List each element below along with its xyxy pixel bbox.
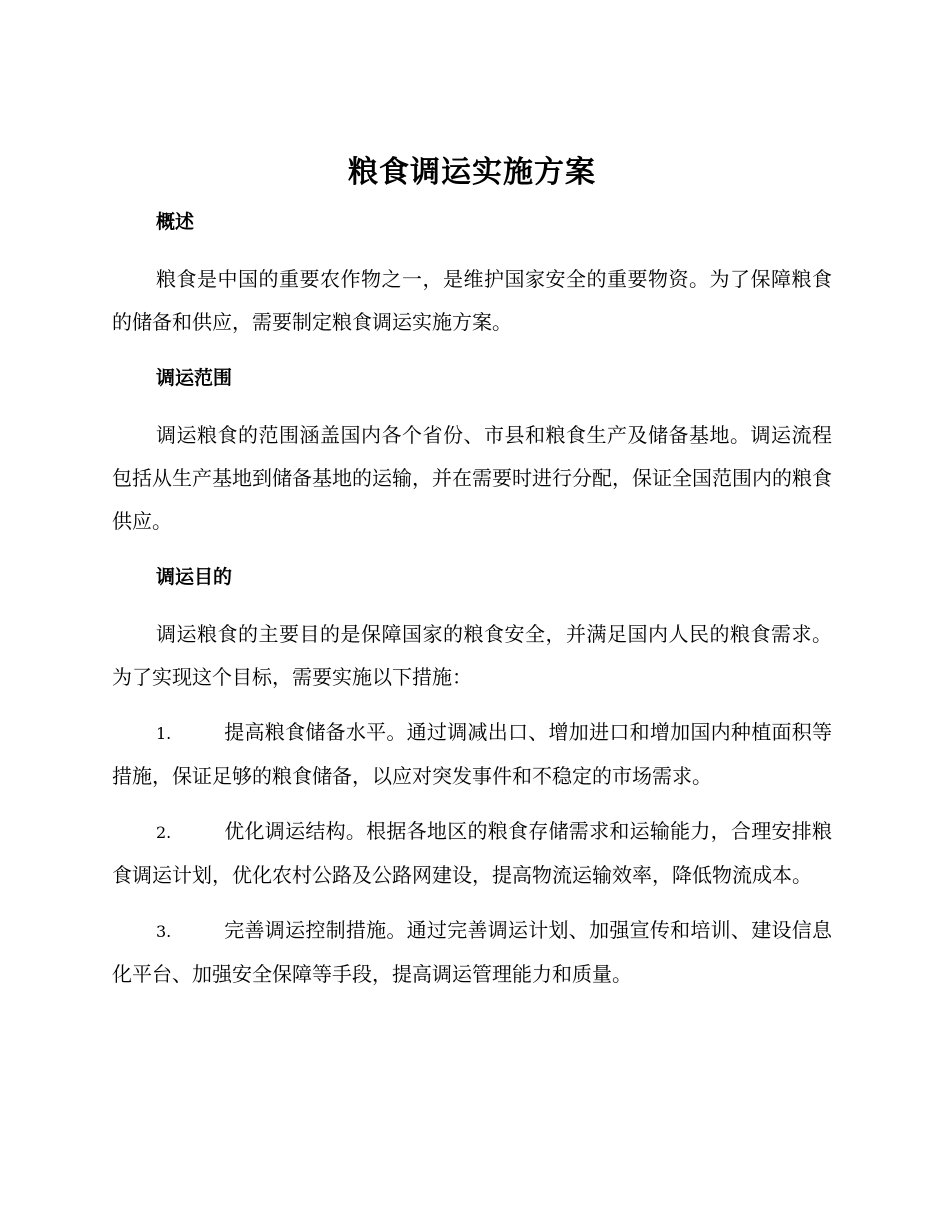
list-item — [112, 810, 832, 897]
list-item-number: 1. — [156, 724, 172, 743]
spacer — [112, 591, 832, 613]
section-heading-scope: 调运范围 — [156, 367, 233, 389]
document-page — [112, 150, 832, 996]
list-item — [112, 909, 832, 996]
list-item-text: 提高粮食储备水平。通过调减出口、增加进口和增加国内种植面积等措施，保证足够的粮食储备，以应对突发事件和不稳定的市场需求。 — [112, 720, 832, 788]
list-item-text: 优化调运结构。根据各地区的粮食存储需求和运输能力，合理安排粮食调运计划，优化农村公路及公路网建设，提高物流运输效率，降低物流成本。 — [112, 819, 832, 887]
spacer — [112, 236, 832, 258]
paragraph-purpose: 调运粮食的主要目的是保障国家的粮食安全，并满足国内人民的粮食需求。为了实现这个目标，需要实施以下措施： — [112, 622, 832, 689]
spacer — [112, 344, 832, 364]
section-heading-overview: 概述 — [156, 211, 195, 233]
spacer — [112, 543, 832, 563]
list-item — [112, 711, 832, 798]
list-item-number: 3. — [156, 922, 172, 941]
paragraph-overview: 粮食是中国的重要农作物之一，是维护国家安全的重要物资。为了保障粮食的储备和供应，需要制定粮食调运实施方案。 — [112, 267, 832, 334]
spacer — [112, 699, 832, 711]
spacer — [112, 798, 832, 810]
spacer — [112, 196, 832, 208]
document-title: 粮食调运实施方案 — [348, 155, 596, 190]
list-item-text: 完善调运控制措施。通过完善调运计划、加强宣传和培训、建设信息化平台、加强安全保障等手段，提高调运管理能力和质量。 — [112, 918, 832, 986]
section-heading-purpose: 调运目的 — [156, 566, 233, 588]
spacer — [112, 897, 832, 909]
spacer — [112, 392, 832, 414]
paragraph-scope: 调运粮食的范围涵盖国内各个省份、市县和粮食生产及储备基地。调运流程包括从生产基地到储备基地的运输，并在需要时进行分配，保证全国范围内的粮食供应。 — [112, 423, 832, 533]
list-item-number: 2. — [156, 823, 172, 842]
